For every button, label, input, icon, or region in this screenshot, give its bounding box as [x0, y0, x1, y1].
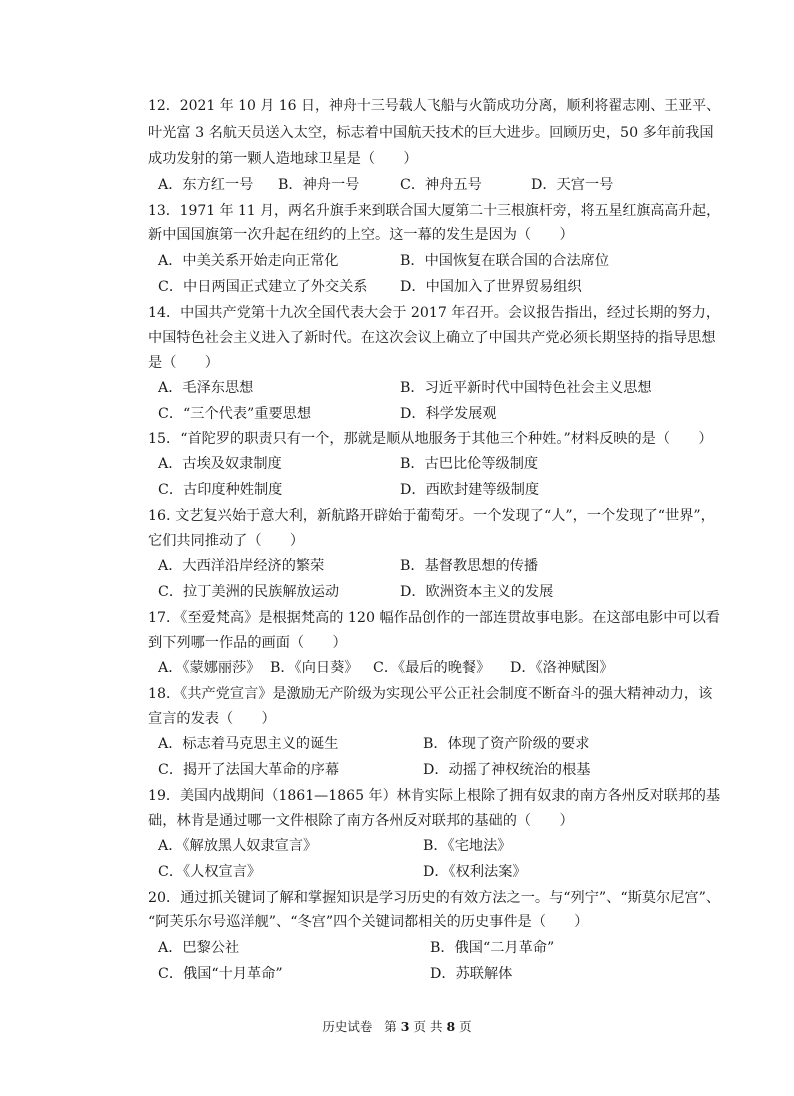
q20-option-a: A．巴黎公社	[158, 940, 240, 956]
q19-line2: 础，林肯是通过哪一文件根除了南方各州反对联邦的基础的（ ）	[148, 813, 574, 829]
q15-option-d: D．西欧封建等级制度	[400, 482, 540, 498]
q17-line2: 到下列哪一作品的画面（ ）	[148, 635, 347, 651]
q17-option-c: C．《最后的晚餐》	[373, 660, 491, 676]
q19-option-b: B．《宅地法》	[423, 838, 512, 854]
q19-line1: 19．美国内战期间（1861—1865 年）林肯实际上根除了拥有奴隶的南方各州反对联邦的基	[148, 788, 721, 804]
q14-option-d: D．科学发展观	[400, 406, 497, 422]
q13-option-d: D．中国加入了世界贸易组织	[400, 279, 582, 295]
q13-option-b: B．中国恢复在联合国的合法席位	[400, 253, 610, 269]
q14-option-c: C．“三个代表”重要思想	[158, 406, 312, 422]
footer-page-mid: 页 共	[413, 1019, 443, 1034]
q16-option-b: B．基督教思想的传播	[400, 558, 539, 574]
q13-option-a: A．中美关系开始走向正常化	[158, 253, 339, 269]
q17-option-b: B．《向日葵》	[270, 660, 359, 676]
q20-line1: 20．通过抓关键词了解和掌握知识是学习历史的有效方法之一。与“列宁”、“斯莫尔尼宫”、	[148, 890, 721, 906]
page-footer	[0, 1018, 794, 1036]
q18-option-a: A．标志着马克思主义的诞生	[158, 736, 339, 752]
q13-line2: 新中国国旗第一次升起在纽约的上空。这一幕的发生是因为（ ）	[148, 227, 574, 243]
q12-line3: 成功发射的第一颗人造地球卫星是（ ）	[148, 151, 418, 167]
q12-option-a: A．东方红一号	[158, 177, 254, 193]
q19-option-d: D．《权利法案》	[423, 864, 527, 880]
q16-option-d: D．欧洲资本主义的发展	[400, 584, 554, 600]
q16-line1: 16. 文艺复兴始于意大利，新航路开辟始于葡萄牙。一个发现了“人”，一个发现了“世界”，	[148, 508, 715, 524]
q12-option-d: D．天宫一号	[531, 177, 614, 193]
q15-option-b: B．古巴比伦等级制度	[400, 456, 539, 472]
q13-option-c: C．中日两国正式建立了外交关系	[158, 279, 368, 295]
q12-line2: 叶光富 3 名航天员送入太空，标志着中国航天技术的巨大进步。回顾历史，50 多年前我国	[148, 125, 714, 141]
q16-option-c: C．拉丁美洲的民族解放运动	[158, 584, 340, 600]
q14-option-a: A．毛泽东思想	[158, 380, 254, 396]
q19-option-c: C．《人权宣言》	[158, 864, 262, 880]
q15-option-a: A．古埃及奴隶制度	[158, 456, 282, 472]
q18-option-c: C．揭开了法国大革命的序幕	[158, 762, 340, 778]
q14-line2: 中国特色社会主义进入了新时代。在这次会议上确立了中国共产党必须长期坚持的指导思想	[148, 330, 716, 346]
q13-line1: 13．1971 年 11 月，两名升旗手来到联合国大厦第二十三根旗杆旁，将五星红旗高高升起，	[148, 203, 721, 219]
q15-line1: 15．“首陀罗的职责只有一个，那就是顺从地服务于其他三个种姓。”材料反映的是（ ）	[148, 431, 713, 447]
footer-page-prefix: 第	[384, 1019, 397, 1034]
q20-option-c: C．俄国“十月革命”	[158, 966, 283, 982]
q17-line1: 17．《至爱梵高》是根据梵高的 120 幅作品创作的一部连贯故事电影。在这部电影中可以看	[148, 610, 720, 626]
q20-option-d: D．苏联解体	[430, 966, 513, 982]
q16-option-a: A．大西洋沿岸经济的繁荣	[158, 558, 325, 574]
footer-subject: 历史试卷	[322, 1019, 373, 1034]
q20-line2: “阿芙乐尔号巡洋舰”、“冬宫”四个关键词都相关的历史事件是（ ）	[148, 914, 589, 930]
footer-total-pages: 8	[446, 1019, 456, 1034]
q12-option-c: C．神舟五号	[400, 177, 482, 193]
q18-line2: 宣言的发表（ ）	[148, 711, 276, 727]
q12-line1: 12．2021 年 10 月 16 日，神舟十三号载人飞船与火箭成功分离，顺利将翟志刚、王亚平、	[148, 98, 721, 114]
q17-option-a: A．《蒙娜丽莎》	[158, 660, 261, 676]
q14-line1: 14．中国共产党第十九次全国代表大会于 2017 年召开。会议报告指出，经过长期的努力，	[148, 305, 721, 321]
q12-option-b: B．神舟一号	[278, 177, 360, 193]
q20-option-b: B．俄国“二月革命”	[430, 940, 555, 956]
footer-page-suffix: 页	[459, 1019, 472, 1034]
q18-option-b: B．体现了资产阶级的要求	[423, 736, 590, 752]
q14-line3: 是（ ）	[148, 355, 219, 371]
footer-page-number: 3	[400, 1019, 410, 1034]
q16-line2: 它们共同推动了（ ）	[148, 533, 305, 549]
q15-option-c: C．古印度种姓制度	[158, 482, 283, 498]
q19-option-a: A．《解放黑人奴隶宣言》	[158, 838, 318, 854]
q14-option-b: B．习近平新时代中国特色社会主义思想	[400, 380, 652, 396]
q18-line1: 18．《共产党宣言》是激励无产阶级为实现公平公正社会制度不断奋斗的强大精神动力，该	[148, 686, 713, 702]
q18-option-d: D．动摇了神权统治的根基	[423, 762, 591, 778]
q17-option-d: D．《洛神赋图》	[510, 660, 614, 676]
